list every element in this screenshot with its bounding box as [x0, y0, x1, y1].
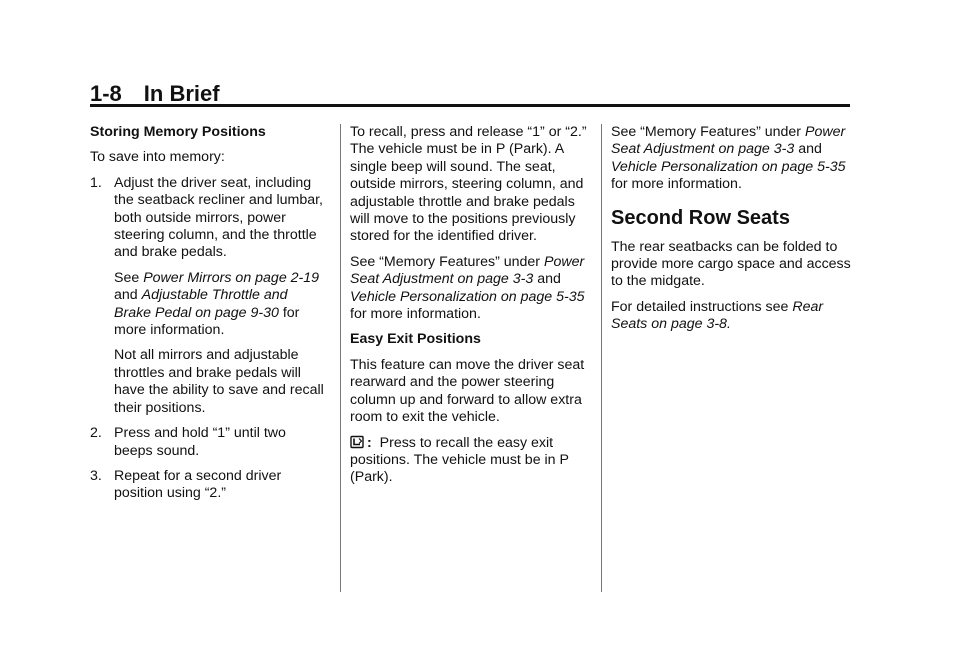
step-number: 1.	[90, 174, 102, 191]
memory-features-reference	[350, 254, 592, 324]
see-prefix: See “Memory Features” under	[611, 124, 802, 140]
icon-colon: :	[367, 434, 372, 451]
and-text: and	[798, 141, 822, 158]
easy-exit-button-description	[350, 435, 592, 487]
column-divider	[601, 124, 602, 592]
step-number: 3.	[90, 467, 102, 484]
memory-features-reference	[611, 124, 853, 194]
step-2	[90, 425, 328, 460]
step-1-note: Not all mirrors and adjustable throttles and brake pedals will have the ability to save and recall their positions.	[114, 347, 324, 416]
rear-seatbacks-paragraph: The rear seatbacks can be folded to provide more cargo space and access to the midgate.	[611, 238, 851, 290]
save-intro: To save into memory:	[90, 149, 225, 166]
second-row-seats-heading: Second Row Seats	[611, 206, 790, 229]
step-number: 2.	[90, 425, 102, 442]
storing-memory-heading: Storing Memory Positions	[90, 124, 266, 140]
see-prefix: See	[114, 269, 140, 286]
power-seat-link[interactable]: Power Seat Adjustment on page 3-3	[611, 124, 846, 158]
throttle-brake-link[interactable]: Adjustable Throttle and Brake Pedal on page 9-30	[114, 287, 288, 321]
step-3	[90, 468, 328, 503]
see-suffix: for more information.	[611, 176, 742, 193]
see-suffix: for more information.	[114, 304, 300, 339]
easy-exit-icon-text: Press to recall the easy exit positions. The vehicle must be in P (Park).	[350, 434, 569, 486]
step-1-see-reference	[114, 270, 328, 340]
power-seat-link[interactable]: Power Seat Adjustment on page 3-3	[350, 253, 585, 288]
page-number: 1-8	[90, 81, 122, 106]
step-text: Repeat for a second driver position using “2.”	[114, 467, 282, 502]
section-title: In Brief	[143, 81, 220, 106]
step-text: Press and hold “1” until two beeps sound.	[114, 425, 286, 459]
see-prefix: See “Memory Features” under	[350, 253, 541, 270]
step-text: Adjust the driver seat, including the seatback recliner and lumbar, both outside mirrors, power steering column, and the throttle and brake pedals.	[114, 174, 323, 261]
detailed-instructions	[611, 299, 853, 334]
power-mirrors-link[interactable]: Power Mirrors on page 2-19	[143, 269, 320, 286]
see-suffix: for more information.	[350, 306, 481, 323]
detail-suffix: .	[726, 316, 731, 333]
header-rule	[90, 104, 850, 107]
column-right	[611, 124, 853, 342]
and-text: and	[114, 287, 138, 304]
column-middle	[350, 124, 592, 495]
vehicle-personalization-link[interactable]: Vehicle Personalization on page 5-35	[350, 288, 585, 305]
detail-prefix: For detailed instructions see	[611, 298, 789, 315]
easy-exit-heading: Easy Exit Positions	[350, 331, 481, 348]
recall-paragraph: To recall, press and release “1” or “2.” The vehicle must be in P (Park). A single beep will sound. The seat, outside mirrors, steering column, and adjustable throttle and brake pedals will move to the positions previously stored for the identified driver.	[350, 124, 587, 245]
column-left	[90, 124, 328, 511]
easy-exit-seat-icon	[350, 435, 367, 449]
step-1	[90, 175, 328, 262]
column-divider	[340, 124, 341, 592]
easy-exit-paragraph: This feature can move the driver seat rearward and the power steering column up and forward to allow extra room to exit the vehicle.	[350, 356, 585, 426]
and-text: and	[537, 271, 561, 288]
rear-seats-link[interactable]: Rear Seats on page 3-8	[611, 298, 824, 333]
vehicle-personalization-link[interactable]: Vehicle Personalization on page 5-35	[611, 158, 846, 175]
page-header	[90, 78, 850, 106]
